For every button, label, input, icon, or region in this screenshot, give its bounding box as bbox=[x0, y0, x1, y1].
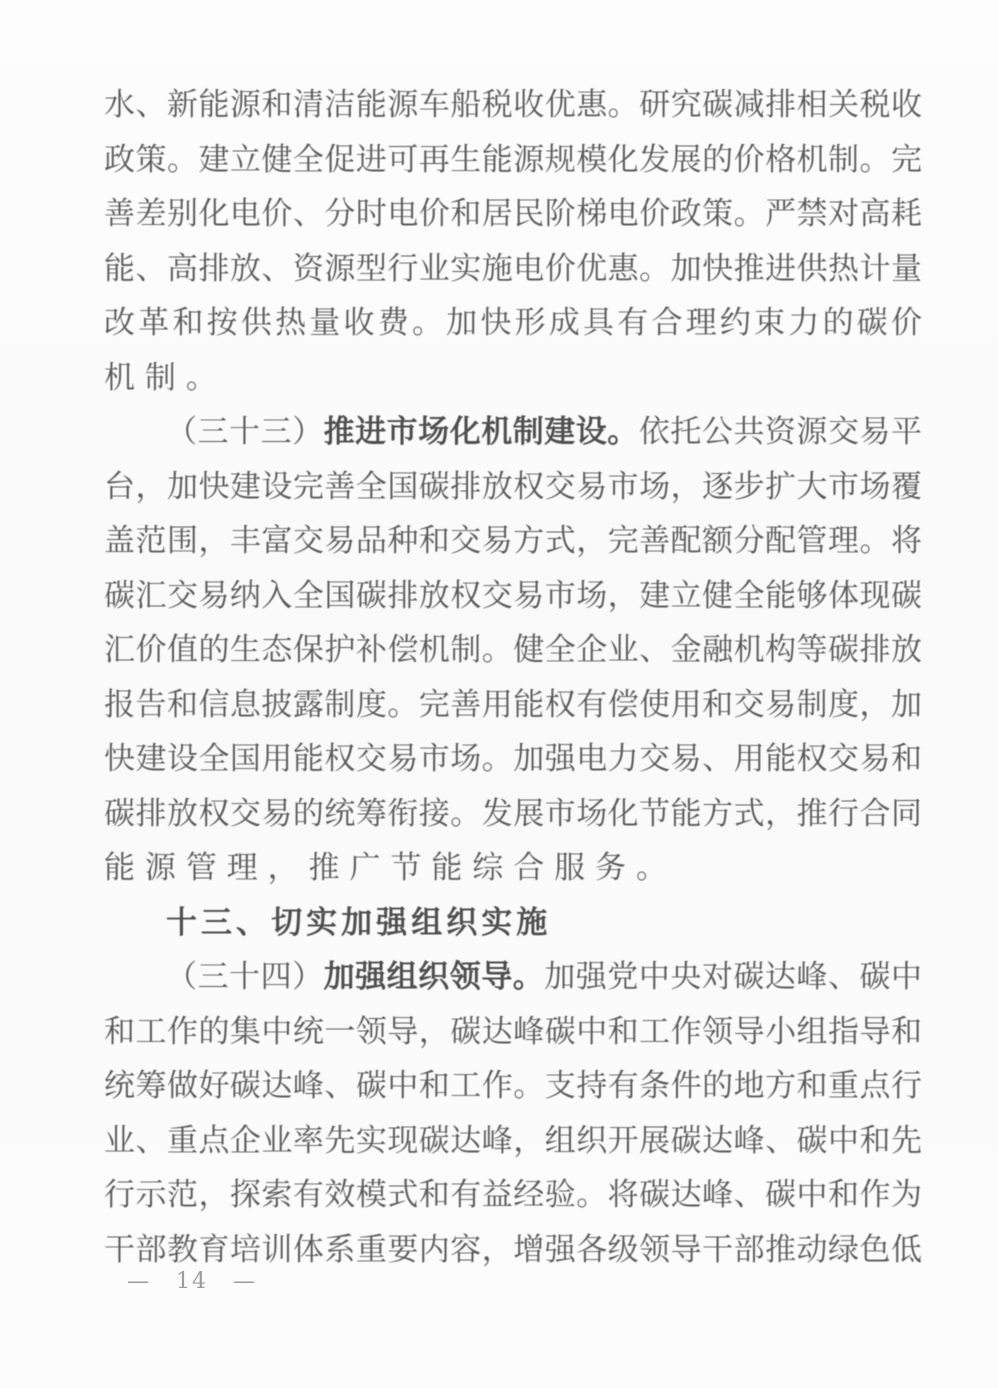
bold-run: 加强组织领导。 bbox=[323, 959, 545, 995]
text-run: 统筹做好碳达峰、碳中和工作。支持有条件的地方和重点行 bbox=[104, 1068, 922, 1104]
text-run: 加强党中央对碳达峰、碳中 bbox=[544, 959, 923, 995]
text-run: 干部教育培训体系重要内容，增强各级领导干部推动绿色低 bbox=[104, 1231, 922, 1268]
text-line bbox=[104, 351, 922, 406]
text-run: 盖范围，丰富交易品种和交易方式，完善配额分配管理。将 bbox=[104, 523, 922, 559]
text-line bbox=[104, 133, 922, 188]
text-line bbox=[104, 732, 922, 787]
text-run: 和工作的集中统一领导，碳达峰碳中和工作领导小组指导和 bbox=[104, 1013, 922, 1050]
text-run: 依托公共资源交易平 bbox=[638, 414, 923, 450]
text-run: 善差别化电价、分时电价和居民阶梯电价政策。严禁对高耗 bbox=[104, 196, 922, 232]
text-run: 台，加快建设完善全国碳排放权交易市场，逐步扩大市场覆 bbox=[104, 468, 922, 505]
text-line bbox=[104, 950, 922, 1005]
text-run: 水、新能源和清洁能源车船税收优惠。研究碳减排相关税收 bbox=[104, 87, 922, 123]
text-run: 能源管理，推广节能综合服务。 bbox=[104, 850, 677, 886]
text-line bbox=[104, 296, 922, 351]
text-run: 报告和信息披露制度。完善用能权有偿使用和交易制度，加 bbox=[104, 686, 922, 723]
text-line bbox=[104, 623, 922, 678]
text-run: 快建设全国用能权交易市场。加强电力交易、用能权交易和 bbox=[104, 741, 922, 777]
page-number: — 14 — bbox=[127, 1269, 257, 1294]
document-body bbox=[104, 78, 922, 1277]
text-line bbox=[104, 787, 922, 842]
text-line bbox=[104, 405, 922, 460]
text-line bbox=[104, 569, 922, 624]
text-line bbox=[104, 78, 922, 133]
text-run: 汇价值的生态保护补偿机制。健全企业、金融机构等碳排放 bbox=[104, 632, 922, 668]
text-line bbox=[104, 514, 922, 569]
text-run: 机制。 bbox=[104, 359, 227, 396]
text-line bbox=[104, 1059, 922, 1114]
text-run: 碳排放权交易的统筹衔接。发展市场化节能方式，推行合同 bbox=[104, 795, 922, 832]
text-line bbox=[104, 1114, 922, 1169]
text-line bbox=[104, 187, 922, 242]
text-line bbox=[104, 841, 922, 896]
text-run: （三十四） bbox=[166, 959, 324, 995]
text-run: 能、高排放、资源型行业实施电价优惠。加快推进供热计量 bbox=[104, 250, 922, 287]
text-line bbox=[104, 1005, 922, 1060]
section-heading bbox=[104, 896, 922, 951]
text-run: （三十三） bbox=[166, 414, 324, 450]
text-line bbox=[104, 242, 922, 297]
text-run: 行示范，探索有效模式和有益经验。将碳达峰、碳中和作为 bbox=[104, 1177, 922, 1213]
bold-run: 推进市场化机制建设。 bbox=[323, 414, 639, 450]
text-run: 政策。建立健全促进可再生能源规模化发展的价格机制。完 bbox=[104, 141, 922, 178]
text-line bbox=[104, 1168, 922, 1223]
text-line bbox=[104, 460, 922, 515]
text-run: 改革和按供热量收费。加快形成具有合理约束力的碳价 bbox=[104, 305, 922, 341]
text-run: 业、重点企业率先实现碳达峰，组织开展碳达峰、碳中和先 bbox=[104, 1122, 922, 1159]
text-run: 碳汇交易纳入全国碳排放权交易市场，建立健全能够体现碳 bbox=[104, 577, 922, 614]
bold-run: 十三、切实加强组织实施 bbox=[166, 904, 552, 941]
text-line bbox=[104, 678, 922, 733]
